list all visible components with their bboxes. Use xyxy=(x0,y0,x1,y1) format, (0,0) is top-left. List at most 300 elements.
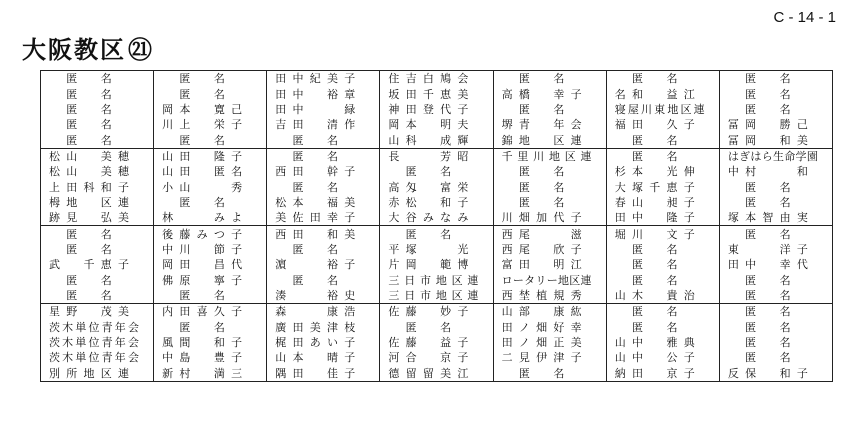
donor-name xyxy=(615,180,719,195)
table-cell xyxy=(267,148,380,164)
name-char: 栄 xyxy=(457,180,469,194)
name-char: 川 xyxy=(533,149,545,163)
name-char: 地 xyxy=(435,273,447,287)
table-cell xyxy=(493,86,606,101)
name-char: 美 xyxy=(100,149,112,163)
donor-name xyxy=(162,273,266,288)
donor-name xyxy=(162,180,266,195)
name-char: 地 xyxy=(667,102,679,116)
name-char: 寛 xyxy=(213,102,225,116)
name-char: 名 xyxy=(779,195,791,209)
name-char: 単 xyxy=(75,351,87,365)
name-char: 西 xyxy=(501,242,513,256)
name-char: 平 xyxy=(388,242,400,256)
name-char: つ xyxy=(213,227,225,241)
name-char: 福 xyxy=(614,118,626,132)
name-char: 田 xyxy=(275,72,287,86)
donor-name xyxy=(162,227,266,242)
name-char: 名 xyxy=(553,72,565,86)
name-char: 鳩 xyxy=(440,72,452,86)
name-char: 岡 xyxy=(162,258,174,272)
donor-name xyxy=(275,227,379,242)
name-char: 和 xyxy=(631,87,643,101)
name-char: 留 xyxy=(422,366,434,380)
name-char: 益 xyxy=(666,87,678,101)
name-char: 匿 xyxy=(518,165,530,179)
name-char: 美 xyxy=(344,195,356,209)
table-cell xyxy=(154,195,267,210)
donor-name xyxy=(388,102,492,117)
name-char: 田 xyxy=(405,102,417,116)
name-char: 片 xyxy=(388,258,400,272)
name-char: 堺 xyxy=(501,118,513,132)
donor-name xyxy=(728,350,832,365)
table-cell xyxy=(380,272,493,287)
name-char: 博 xyxy=(457,258,469,272)
name-char: 弘 xyxy=(100,211,112,225)
table-cell xyxy=(606,210,719,226)
table-cell xyxy=(719,288,832,304)
name-char: 田 xyxy=(501,320,513,334)
name-char: 名 xyxy=(666,72,678,86)
table-cell xyxy=(41,288,154,304)
name-char: 濵 xyxy=(275,258,287,272)
name-char: 美 xyxy=(570,336,582,350)
donor-name xyxy=(49,320,153,335)
name-char: 和 xyxy=(779,133,791,147)
name-char: 貴 xyxy=(666,288,678,302)
name-char: 名 xyxy=(666,149,678,163)
name-char: 匿 xyxy=(745,288,757,302)
donor-name xyxy=(502,366,606,381)
name-char: 匿 xyxy=(292,180,304,194)
name-char: 昶 xyxy=(666,195,678,209)
donor-name xyxy=(502,195,606,210)
name-char: 名 xyxy=(213,288,225,302)
name-char: 岡 xyxy=(405,258,417,272)
table-cell xyxy=(41,132,154,148)
name-char: 藤 xyxy=(405,336,417,350)
name-char: 匿 xyxy=(631,72,643,86)
table-cell xyxy=(493,102,606,117)
donor-name xyxy=(49,149,153,164)
table-cell xyxy=(41,350,154,365)
name-char: 東 xyxy=(654,102,666,116)
donor-name xyxy=(728,87,832,102)
name-char: 名 xyxy=(100,133,112,147)
donor-name xyxy=(728,149,832,164)
name-char: 子 xyxy=(683,366,695,380)
donor-name xyxy=(502,335,606,350)
table-cell xyxy=(267,257,380,272)
table-cell xyxy=(380,226,493,242)
name-char: 岡 xyxy=(745,133,757,147)
name-char: 佐 xyxy=(292,211,304,225)
name-char: 部 xyxy=(518,305,530,319)
donor-name xyxy=(728,273,832,288)
donor-name xyxy=(49,227,153,242)
name-char: 名 xyxy=(666,133,678,147)
name-char: 名 xyxy=(100,102,112,116)
table-row xyxy=(41,102,833,117)
name-char: 匿 xyxy=(518,180,530,194)
donor-name xyxy=(502,350,606,365)
table-row xyxy=(41,179,833,194)
name-char: 吉 xyxy=(405,72,417,86)
name-char: 廣 xyxy=(275,320,287,334)
name-char: 内 xyxy=(162,305,174,319)
name-char: 喜 xyxy=(196,305,208,319)
table-cell xyxy=(493,117,606,132)
name-char: 匿 xyxy=(66,227,78,241)
name-char: 富 xyxy=(440,180,452,194)
name-char: 西 xyxy=(501,288,513,302)
name-char: 田 xyxy=(179,258,191,272)
name-char: 子 xyxy=(683,211,695,225)
name-char: 千 xyxy=(501,149,513,163)
name-char: 園 xyxy=(806,149,818,163)
name-char: 岡 xyxy=(162,102,174,116)
name-char: 中 xyxy=(727,165,739,179)
donor-name xyxy=(49,164,153,179)
table-row xyxy=(41,195,833,210)
name-char: 子 xyxy=(344,366,356,380)
name-char: 子 xyxy=(231,305,243,319)
table-cell xyxy=(154,242,267,257)
table-cell xyxy=(493,164,606,179)
donor-name xyxy=(728,102,832,117)
name-char: 市 xyxy=(420,273,432,287)
name-char: 木 xyxy=(62,351,74,365)
name-char: 裕 xyxy=(327,87,339,101)
donor-name xyxy=(162,164,266,179)
name-char: 会 xyxy=(457,72,469,86)
table-cell xyxy=(380,366,493,382)
donor-name xyxy=(728,320,832,335)
table-cell xyxy=(380,132,493,148)
name-char: 規 xyxy=(553,288,565,302)
name-char: 光 xyxy=(457,242,469,256)
donor-name xyxy=(49,117,153,132)
name-char: 康 xyxy=(327,305,339,319)
name-char: 連 xyxy=(118,195,129,209)
name-char: 田 xyxy=(179,305,191,319)
name-char: 子 xyxy=(570,242,582,256)
name-char: 連 xyxy=(693,102,705,116)
page-title-text: 大阪教区 xyxy=(22,36,126,64)
table-cell xyxy=(719,304,832,320)
name-char: 川 xyxy=(179,242,191,256)
name-char: 名 xyxy=(100,118,112,132)
donor-name xyxy=(275,149,379,164)
name-char: 中 xyxy=(162,242,174,256)
table-cell xyxy=(154,71,267,87)
donor-name xyxy=(615,164,719,179)
name-char: 己 xyxy=(796,118,808,132)
name-char: 津 xyxy=(327,320,339,334)
name-char: 中 xyxy=(745,258,757,272)
table-cell xyxy=(154,117,267,132)
name-char: 子 xyxy=(344,336,356,350)
name-char: 匿 xyxy=(179,133,191,147)
name-char: 武 xyxy=(49,258,60,272)
donor-name xyxy=(615,71,719,86)
table-row xyxy=(41,86,833,101)
name-char: 田 xyxy=(275,102,287,116)
donor-name xyxy=(162,335,266,350)
name-char: 節 xyxy=(213,242,225,256)
table-cell xyxy=(41,242,154,257)
name-char: 反 xyxy=(727,366,739,380)
name-char: 匿 xyxy=(631,258,643,272)
name-char: 区 xyxy=(553,133,565,147)
table-cell xyxy=(267,164,380,179)
name-char: 西 xyxy=(275,165,287,179)
table-cell xyxy=(606,226,719,242)
donor-name xyxy=(275,87,379,102)
name-char: 匿 xyxy=(292,242,304,256)
name-char: 三 xyxy=(231,366,243,380)
name-char: 田 xyxy=(66,180,78,194)
table-cell xyxy=(154,179,267,194)
name-char: 匿 xyxy=(66,118,78,132)
name-char: 久 xyxy=(666,118,678,132)
name-char: 会 xyxy=(570,118,582,132)
name-char: 連 xyxy=(467,288,479,302)
table-row xyxy=(41,272,833,287)
name-char: 連 xyxy=(580,273,592,287)
name-char: 匿 xyxy=(631,149,643,163)
name-char: 子 xyxy=(796,366,808,380)
page-title-number: ㉑ xyxy=(128,36,154,64)
donor-name xyxy=(162,149,266,164)
name-char: 田 xyxy=(614,211,626,225)
name-char: 寧 xyxy=(213,273,225,287)
donor-name xyxy=(49,180,153,195)
donor-name xyxy=(275,71,379,86)
name-char: 区 xyxy=(100,195,112,209)
name-char: 地 xyxy=(435,288,447,302)
name-char: 田 xyxy=(727,258,739,272)
name-char: 納 xyxy=(614,366,626,380)
donor-name xyxy=(275,320,379,335)
name-char: 匿 xyxy=(66,133,78,147)
table-cell xyxy=(719,210,832,226)
name-char: 名 xyxy=(327,242,339,256)
table-cell xyxy=(380,179,493,194)
name-char: 山 xyxy=(501,305,513,319)
name-char: 本 xyxy=(405,118,417,132)
name-char: 治 xyxy=(683,288,695,302)
table-cell xyxy=(606,195,719,210)
name-char: 和 xyxy=(796,165,808,179)
donor-name xyxy=(49,273,153,288)
name-char: 江 xyxy=(457,366,469,380)
donor-name xyxy=(49,304,153,319)
donor-name xyxy=(162,320,266,335)
name-char: 山 xyxy=(614,351,626,365)
name-char: 本 xyxy=(292,351,304,365)
name-char: 跡 xyxy=(49,211,60,225)
name-char: あ xyxy=(309,336,321,350)
table-cell xyxy=(493,226,606,242)
table-cell xyxy=(154,86,267,101)
donor-name xyxy=(162,257,266,272)
table-cell xyxy=(380,86,493,101)
table-cell xyxy=(606,148,719,164)
donor-name xyxy=(162,366,266,381)
table-cell xyxy=(154,350,267,365)
donor-name xyxy=(502,210,606,225)
table-cell xyxy=(493,335,606,350)
table-cell xyxy=(154,132,267,148)
name-char: 実 xyxy=(796,211,808,225)
table-cell xyxy=(380,335,493,350)
table-cell xyxy=(719,366,832,382)
donor-name xyxy=(275,335,379,350)
name-char: 匿 xyxy=(66,242,78,256)
name-char: 合 xyxy=(405,351,417,365)
table-cell xyxy=(41,226,154,242)
donor-name xyxy=(49,366,153,381)
name-char: 本 xyxy=(179,102,191,116)
name-char: 名 xyxy=(100,227,112,241)
name-char: 恵 xyxy=(440,87,452,101)
table-cell xyxy=(606,350,719,365)
name-char: 紘 xyxy=(570,305,582,319)
table-cell xyxy=(380,350,493,365)
name-char: 匿 xyxy=(179,195,191,209)
table-cell xyxy=(267,226,380,242)
donor-name xyxy=(615,335,719,350)
name-char: 田 xyxy=(631,366,643,380)
name-char: 中 xyxy=(292,102,304,116)
name-char: 塚 xyxy=(727,211,739,225)
name-char: み xyxy=(196,227,208,241)
table-cell xyxy=(719,257,832,272)
name-char: 後 xyxy=(162,227,174,241)
donor-name xyxy=(275,304,379,319)
donor-name xyxy=(728,180,832,195)
name-char: 匿 xyxy=(179,288,191,302)
name-char: 昌 xyxy=(213,258,225,272)
name-char: 伊 xyxy=(536,351,548,365)
table-cell xyxy=(41,272,154,287)
name-char: 佐 xyxy=(388,305,400,319)
table-cell xyxy=(154,102,267,117)
page-code: C - 14 - 1 xyxy=(773,9,836,26)
name-char: 大 xyxy=(614,180,626,194)
name-char: 秀 xyxy=(570,288,582,302)
table-cell xyxy=(719,335,832,350)
name-char: 作 xyxy=(344,118,356,132)
table-cell xyxy=(41,117,154,132)
name-char: 和 xyxy=(100,180,112,194)
name-char: 由 xyxy=(779,211,791,225)
name-char: 地 xyxy=(548,149,560,163)
name-char: 名 xyxy=(440,320,452,334)
name-char: み xyxy=(213,211,225,225)
name-char: 科 xyxy=(405,133,417,147)
donor-name xyxy=(162,195,266,210)
table-cell xyxy=(267,335,380,350)
name-char: 匿 xyxy=(631,273,643,287)
table-cell xyxy=(606,320,719,335)
name-char: 代 xyxy=(231,258,243,272)
name-char: リ xyxy=(535,273,547,287)
donor-name xyxy=(49,133,153,148)
name-char: 科 xyxy=(83,180,95,194)
table-cell xyxy=(719,117,832,132)
name-char: 連 xyxy=(467,273,479,287)
table-cell xyxy=(493,350,606,365)
name-char: 堀 xyxy=(614,227,626,241)
name-char: 代 xyxy=(553,211,565,225)
name-char: 田 xyxy=(179,165,191,179)
name-char: 名 xyxy=(327,273,339,287)
name-char: 名 xyxy=(779,72,791,86)
name-char: 恵 xyxy=(666,180,678,194)
name-char: 裕 xyxy=(327,288,339,302)
donor-name xyxy=(728,335,832,350)
table-cell xyxy=(154,272,267,287)
name-char: 名 xyxy=(327,133,339,147)
name-char: 赤 xyxy=(388,195,400,209)
table-cell xyxy=(267,288,380,304)
name-char: 匿 xyxy=(631,242,643,256)
name-char: 匿 xyxy=(745,320,757,334)
table-row xyxy=(41,242,833,257)
donor-name xyxy=(615,320,719,335)
table-cell xyxy=(267,195,380,210)
name-char: 京 xyxy=(440,351,452,365)
donor-name xyxy=(502,320,606,335)
name-char: 地 xyxy=(83,366,95,380)
name-char: 茨 xyxy=(49,320,60,334)
name-char: 高 xyxy=(501,87,513,101)
name-char: 匿 xyxy=(745,273,757,287)
donor-name xyxy=(615,227,719,242)
name-char: 山 xyxy=(388,133,400,147)
table-cell xyxy=(41,195,154,210)
name-char: 連 xyxy=(570,133,582,147)
name-char: 匿 xyxy=(405,227,417,241)
table-cell xyxy=(719,148,832,164)
donor-name xyxy=(502,102,606,117)
name-char: 正 xyxy=(553,336,565,350)
name-char: 名 xyxy=(100,288,112,302)
name-char: 満 xyxy=(213,366,225,380)
name-char: 加 xyxy=(536,211,548,225)
name-char: 中 xyxy=(292,87,304,101)
donor-name xyxy=(388,227,492,242)
name-char: 紀 xyxy=(309,72,321,86)
name-char: 塚 xyxy=(405,242,417,256)
name-char: 公 xyxy=(666,351,678,365)
table-cell xyxy=(719,195,832,210)
donor-name xyxy=(388,366,492,381)
name-char: 子 xyxy=(231,242,243,256)
donor-name xyxy=(388,304,492,319)
table-cell xyxy=(493,242,606,257)
name-char: 名 xyxy=(100,72,112,86)
name-char: 佛 xyxy=(162,273,174,287)
name-char: 松 xyxy=(405,195,417,209)
table-cell xyxy=(380,71,493,87)
name-char: 川 xyxy=(631,227,643,241)
name-char: 区 xyxy=(100,366,112,380)
name-char: 子 xyxy=(570,351,582,365)
